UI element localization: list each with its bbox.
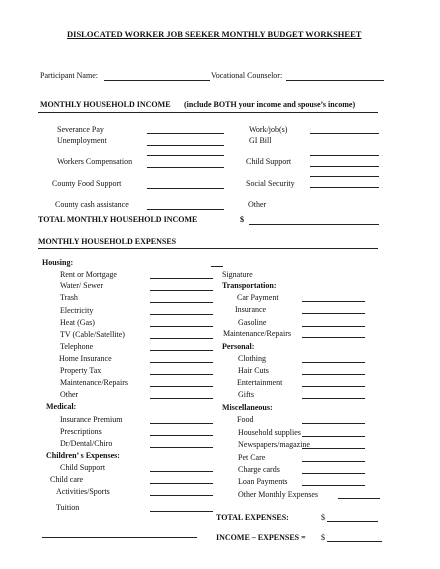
childrens-activities: Activities/Sports (56, 487, 110, 496)
housing-maintenance-field[interactable] (150, 386, 213, 387)
childrens-child-care-field[interactable] (150, 483, 213, 484)
housing-home-insurance: Home Insurance (59, 354, 112, 363)
income-label-severance: Severance Pay (57, 125, 104, 134)
housing-heat-field[interactable] (150, 326, 213, 327)
housing-maintenance: Maintenance/Repairs (60, 378, 128, 387)
transportation-car-payment-field[interactable] (302, 301, 365, 302)
medical-dr-dental-field[interactable] (150, 447, 213, 448)
misc-pet-care-field[interactable] (302, 461, 365, 462)
housing-electricity-field[interactable] (150, 314, 213, 315)
misc-heading: Miscellaneous: (222, 403, 273, 412)
income-heading: MONTHLY HOUSEHOLD INCOME (40, 100, 171, 109)
income-field-child-support-2[interactable] (310, 176, 379, 177)
housing-other: Other (60, 390, 79, 399)
misc-household-supplies-field[interactable] (302, 436, 365, 437)
housing-heading: Housing: (42, 258, 74, 267)
childrens-activities-field[interactable] (150, 495, 213, 496)
personal-gifts-field[interactable] (302, 398, 365, 399)
income-field-food-support[interactable] (147, 188, 224, 189)
transportation-insurance: Insurance (235, 305, 267, 314)
medical-dr-dental: Dr/Dental/Chiro (60, 439, 113, 448)
income-field-work-jobs[interactable] (310, 133, 379, 134)
income-field-severance[interactable] (147, 133, 224, 134)
personal-heading: Personal: (222, 342, 255, 351)
housing-rent-field[interactable] (150, 278, 213, 279)
income-minus-expenses-field[interactable] (327, 541, 382, 542)
income-label-other: Other (248, 200, 267, 209)
income-note: (include BOTH your income and spouse’s income) (184, 100, 356, 109)
income-label-cash-assistance: County cash assistance (55, 200, 129, 209)
housing-water: Water/ Sewer (60, 281, 104, 290)
personal-entertainment-field[interactable] (302, 386, 365, 387)
misc-charge-cards-field[interactable] (302, 473, 365, 474)
misc-pet-care: Pet Care (238, 453, 266, 462)
vocational-counselor-label: Vocational Counselor: (211, 71, 283, 80)
total-income-currency: $ (240, 215, 244, 224)
income-label-unemployment: Unemployment (57, 136, 107, 145)
medical-heading: Medical: (46, 402, 77, 411)
total-income-label: TOTAL MONTHLY HOUSEHOLD INCOME (38, 215, 198, 224)
income-field-social-security[interactable] (310, 187, 379, 188)
income-field-cash-assistance[interactable] (147, 209, 224, 210)
income-label-workers-comp: Workers Compensation (57, 157, 133, 166)
income-label-child-support: Child Support (246, 157, 292, 166)
transportation-gasoline: Gasoline (238, 318, 267, 327)
personal-hair-cuts-field[interactable] (302, 374, 365, 375)
housing-water-field[interactable] (150, 290, 213, 291)
transportation-insurance-field[interactable] (302, 313, 365, 314)
housing-top-field[interactable] (211, 266, 223, 267)
income-field-unemployment[interactable] (147, 145, 224, 146)
income-label-work-jobs: Work/job(s) (249, 125, 288, 134)
transportation-car-payment: Car Payment (237, 293, 279, 302)
housing-heat: Heat (Gas) (60, 318, 95, 327)
misc-household-supplies: Household supplies (238, 428, 301, 437)
income-field-workers-comp[interactable] (147, 167, 224, 168)
housing-other-field[interactable] (150, 398, 213, 399)
misc-loan-payments: Loan Payments (238, 477, 288, 486)
childrens-child-support: Child Support (60, 463, 106, 472)
transportation-maintenance: Maintenance/Repairs (223, 329, 291, 338)
income-field-gi-bill-1[interactable] (310, 155, 379, 156)
misc-other-monthly-field[interactable] (338, 498, 380, 499)
signature-label: Signature (222, 270, 253, 279)
total-expenses-field[interactable] (327, 521, 378, 522)
expenses-heading: MONTHLY HOUSEHOLD EXPENSES (38, 237, 177, 246)
misc-newspapers: Newspapers/magazine (238, 440, 310, 449)
medical-insurance-premium: Insurance Premium (60, 415, 123, 424)
personal-entertainment: Entertainment (237, 378, 283, 387)
housing-property-tax: Property Tax (60, 366, 102, 375)
transportation-maintenance-field[interactable] (302, 337, 365, 338)
income-label-gi-bill: GI Bill (249, 136, 272, 145)
income-field-extra[interactable] (147, 155, 224, 156)
housing-telephone: Telephone (60, 342, 94, 351)
total-expenses-currency: $ (321, 513, 325, 522)
transportation-heading: Transportation: (222, 281, 277, 290)
childrens-tuition: Tuition (56, 503, 80, 512)
income-label-food-support: County Food Support (52, 179, 122, 188)
misc-other-monthly: Other Monthly Expenses (238, 490, 318, 499)
expenses-heading-rule (38, 248, 378, 249)
medical-prescriptions-field[interactable] (150, 435, 213, 436)
income-heading-rule (38, 112, 378, 113)
housing-home-insurance-field[interactable] (150, 362, 213, 363)
participant-name-field[interactable] (104, 80, 210, 81)
housing-rent: Rent or Mortgage (60, 270, 117, 279)
childrens-child-care: Child care (50, 475, 84, 484)
housing-tv: TV (Cable/Satellite) (60, 330, 125, 339)
personal-clothing: Clothing (238, 354, 267, 363)
income-minus-expenses-currency: $ (321, 533, 325, 542)
participant-name-label: Participant Name: (40, 71, 98, 80)
personal-clothing-field[interactable] (302, 362, 365, 363)
housing-telephone-field[interactable] (150, 350, 213, 351)
vocational-counselor-field[interactable] (286, 80, 384, 81)
signature-field[interactable] (42, 537, 197, 538)
housing-electricity: Electricity (60, 306, 94, 315)
personal-hair-cuts: Hair Cuts (238, 366, 269, 375)
medical-prescriptions: Prescriptions (60, 427, 102, 436)
total-income-field[interactable] (249, 224, 379, 225)
childrens-tuition-field[interactable] (150, 511, 213, 512)
total-expenses-label: TOTAL EXPENSES: (216, 513, 289, 522)
misc-food: Food (237, 415, 254, 424)
income-minus-expenses-label: INCOME – EXPENSES = (216, 533, 306, 542)
medical-insurance-premium-field[interactable] (150, 423, 213, 424)
housing-trash: Trash (60, 293, 78, 302)
housing-tv-field[interactable] (150, 338, 213, 339)
personal-gifts: Gifts (238, 390, 254, 399)
childrens-child-support-field[interactable] (150, 471, 213, 472)
childrens-heading: Children’ s Expenses: (46, 451, 120, 460)
transportation-gasoline-field[interactable] (302, 326, 365, 327)
misc-food-field[interactable] (302, 423, 365, 424)
misc-newspapers-field[interactable] (302, 448, 365, 449)
income-field-child-support[interactable] (310, 166, 379, 167)
misc-loan-payments-field[interactable] (302, 485, 365, 486)
housing-trash-field[interactable] (150, 302, 213, 303)
page-title: DISLOCATED WORKER JOB SEEKER MONTHLY BUDGET WORKSHEET (67, 29, 362, 39)
housing-property-tax-field[interactable] (150, 374, 213, 375)
misc-charge-cards: Charge cards (238, 465, 280, 474)
income-label-social-security: Social Security (246, 179, 295, 188)
